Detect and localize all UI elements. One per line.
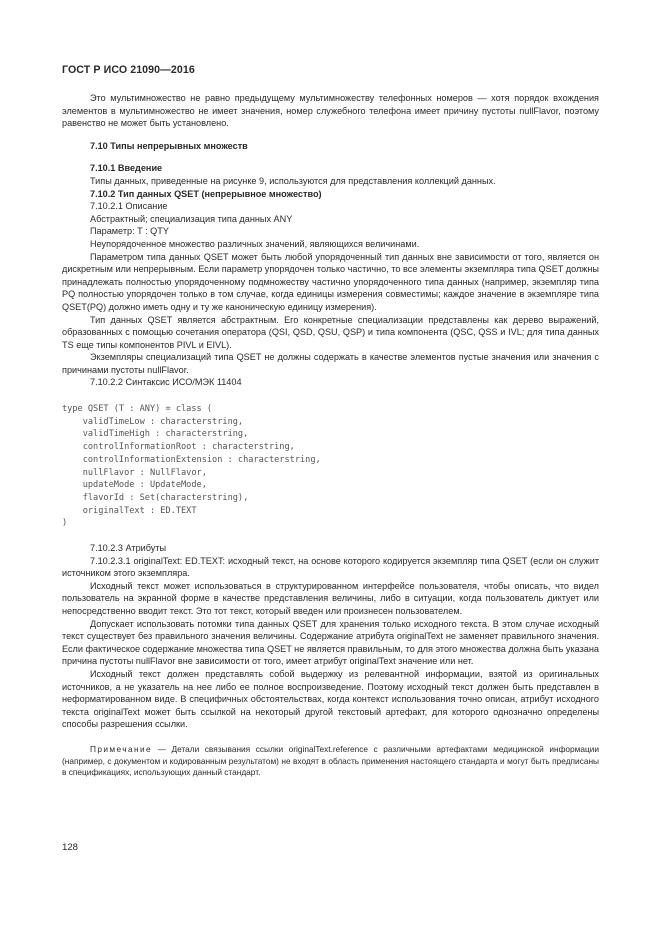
note-label: Примечание: [90, 744, 153, 754]
section-heading: 7.10 Типы непрерывных множеств: [90, 140, 248, 151]
subsection-heading: 7.10.2 Тип данных QSET (непрерывное множество): [90, 188, 322, 199]
page-header: ГОСТ Р ИСО 21090—2016: [62, 64, 195, 76]
paragraph: Абстрактный; специализация типа данных ANY: [90, 213, 293, 224]
paragraph: Неупорядоченное множество различных значений, являющихся величинами.: [90, 238, 420, 249]
subsection-heading: 7.10.1 Введение: [90, 163, 163, 174]
paragraph: Экземпляры специализаций типа QSET не должны содержать в качестве элементов пустые значения или значения с причинами пустоты nullFlavor.: [62, 352, 599, 375]
paragraph: Исходный текст может использоваться в структурированном интерфейсе пользователя, чтобы описать, что видел пользователь на экранной форме в качестве представления величины, либо в ситуации, когда пользователь диктует или непосредственно вводит текст. Это тот текст, который введен или произнесен пользователем.: [62, 580, 599, 617]
paragraph: Тип данных QSET является абстрактным. Его конкретные специализации представлены как дерево выражений, образованных с помощью сочетания оператора (QSI, QSD, QSU, QSP) и типа компонента (QSC, QSS и IVL; для типа данных TS еще типы компонентов PIVL и EIVL).: [62, 314, 599, 350]
subsubsection-heading: 7.10.2.3 Атрибуты: [90, 543, 167, 554]
note-text: — Детали связывания ссылки originalText.reference с различными артефактами медицинской информации (например, с документом и кодированным результатом) не входят в область применения настоящего стандарта и могут быть предписаны в спецификациях, использующих данный стандарт.: [62, 744, 599, 778]
intro-paragraph: Это мультимножество не равно предыдущему мультимножеству телефонных номеров — хотя порядок вхождения элементов в мультимножество не имеет значения, номер служебного телефона имеет причину пустоты nullFlavor, поэтому равенство не может быть установлено.: [62, 93, 599, 129]
page-content: [62, 92, 599, 779]
paragraph: Исходный текст должен представлять собой выдержку из релевантной информации, взятой из оригинальных источников, а не указатель на нее либо ее полное воспроизведение. Поэтому исходный текст должен быть представлен в неформатированном виде. В специфичных обстоятельствах, когда контекст использования точно описан, атрибут исходного текста originalText может быть ссылкой на некоторый другой текстовый артефакт, для которого однозначно определены способы разрешения ссылки.: [62, 669, 599, 730]
note: [62, 744, 599, 779]
page-number: 128: [62, 842, 79, 853]
paragraph: Параметром типа данных QSET может быть любой упорядоченный тип данных вне зависимости от того, является он дискретным или непрерывным. Если параметр упорядочен только частично, то все элементы экземпляра типа QSET должны принадлежать полностью упорядоченному подмножеству частично упорядоченного типа данных (например, экземпляр типа PQ полностью упорядочен только в том случае, когда единицы измерения совместимы; каждое значение в экземпляре типа QSET(PQ) должно иметь одну и ту же каноническую единицу измерения).: [62, 251, 599, 312]
paragraph: Параметр: T : QTY: [90, 226, 169, 237]
paragraph: Типы данных, приведенные на рисунке 9, используются для представления коллекций данных.: [90, 175, 496, 186]
paragraph: Допускает использовать потомки типа данных QSET для хранения только исходного текста. В этом случае исходный текст существует без правильного значения величины. Содержание атрибута originalText не заменяет правильного значения. Если фактическое содержание множества типа QSET не является правильным, то для этого множества должна быть указана причина пустоты nullFlavor вне зависимости от того, имеет атрибут originalText значение или нет.: [62, 618, 599, 667]
subsubsection-heading: 7.10.2.1 Описание: [90, 201, 168, 212]
subsubsection-heading: 7.10.2.2 Синтаксис ИСО/МЭК 11404: [90, 377, 242, 388]
code-listing: type QSET (T : ANY) = class ( validTimeLow : characterstring, validTimeHigh : characterstring, controlInformationRoot : characterstring, controlInformationExtension : characterstring, nullFlavor : NullFlavor, updateMode : UpdateMode, flavorId : Set(characterstring), originalText : ED.TEXT ): [62, 404, 321, 529]
paragraph: 7.10.2.3.1 originalText: ED.TEXT: исходный текст, на основе которого кодируется экземпляр типа QSET (если он служит источником этого экземпляра.: [62, 555, 599, 579]
